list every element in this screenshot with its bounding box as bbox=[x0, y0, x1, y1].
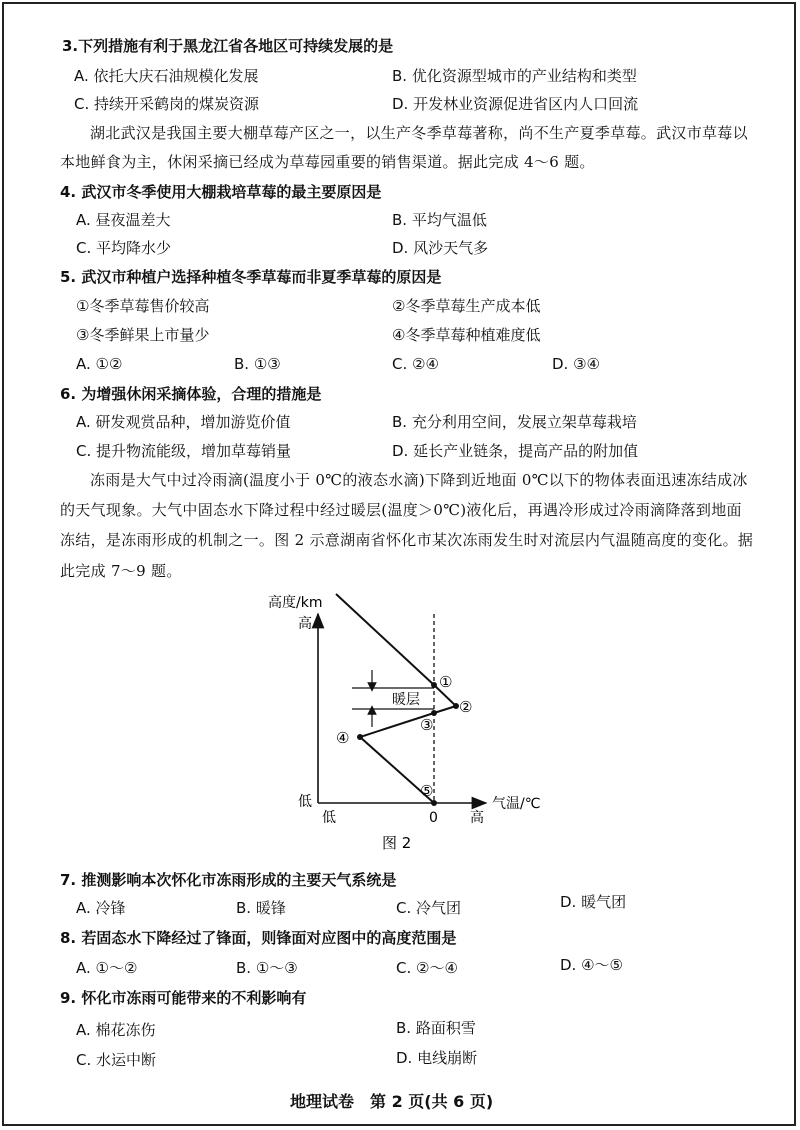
q8-option-d: D. ④～⑤ bbox=[560, 956, 623, 974]
q4-option-c: C. 平均降水少 bbox=[76, 239, 172, 257]
y-low-label: 低 bbox=[298, 794, 312, 810]
q9-option-a: A. 棉花冻伤 bbox=[76, 1021, 156, 1039]
passage2-line2: 的天气现象。大气中固态水下降过程中经过暖层(温度＞0℃)液化后，再遇冷形成过冷雨滴降落到地面 bbox=[60, 501, 742, 519]
figure-caption: 图 2 bbox=[382, 834, 412, 852]
passage2-line1: 冻雨是大气中过冷雨滴(温度小于 0℃的液态水滴)下降到近地面 0℃以下的物体表面迅速冻结成冰 bbox=[90, 471, 748, 489]
passage1-line2: 本地鲜食为主，休闲采摘已经成为草莓园重要的销售渠道。据此完成 4～6 题。 bbox=[60, 153, 595, 171]
q6-stem: 6. 为增强休闲采摘体验，合理的措施是 bbox=[60, 385, 322, 403]
q7-stem: 7. 推测影响本次怀化市冻雨形成的主要天气系统是 bbox=[60, 871, 397, 889]
q6-option-a: A. 研发观赏品种，增加游览价值 bbox=[76, 413, 291, 431]
x-low-label: 低 bbox=[322, 810, 336, 826]
point-1-label: ① bbox=[439, 673, 453, 691]
q3-stem: 3.下列措施有利于黑龙江省各地区可持续发展的是 bbox=[62, 37, 394, 55]
q5-stem: 5. 武汉市种植户选择种植冬季草莓而非夏季草莓的原因是 bbox=[60, 268, 442, 286]
q5-statement-2: ②冬季草莓生产成本低 bbox=[392, 297, 541, 315]
page-footer: 地理试卷 第 2 页(共 6 页) bbox=[290, 1092, 494, 1111]
q7-option-b: B. 暖锋 bbox=[236, 899, 286, 917]
point-5-marker bbox=[431, 800, 437, 806]
q7-option-c: C. 冷气团 bbox=[396, 899, 462, 917]
q4-stem: 4. 武汉市冬季使用大棚栽培草莓的最主要原因是 bbox=[60, 183, 382, 201]
point-4-marker bbox=[357, 734, 363, 740]
q5-option-d: D. ③④ bbox=[552, 355, 600, 373]
q4-option-d: D. 风沙天气多 bbox=[392, 239, 489, 257]
warm-layer-label: 暖层 bbox=[392, 692, 420, 708]
q3-option-b: B. 优化资源型城市的产业结构和类型 bbox=[392, 67, 637, 85]
q8-option-b: B. ①～③ bbox=[236, 959, 298, 977]
q5-option-a: A. ①② bbox=[76, 355, 123, 373]
q6-option-d: D. 延长产业链条，提高产品的附加值 bbox=[392, 442, 639, 460]
q9-option-c: C. 水运中断 bbox=[76, 1051, 157, 1069]
q5-option-c: C. ②④ bbox=[392, 355, 439, 373]
x-zero-label: 0 bbox=[429, 810, 438, 826]
point-2-label: ② bbox=[459, 698, 473, 716]
q8-stem: 8. 若固态水下降经过了锋面，则锋面对应图中的高度范围是 bbox=[60, 929, 457, 947]
q9-stem: 9. 怀化市冻雨可能带来的不利影响有 bbox=[60, 989, 307, 1007]
q3-option-c: C. 持续开采鹤岗的煤炭资源 bbox=[74, 95, 260, 113]
x-high-label: 高 bbox=[470, 810, 484, 826]
q3-option-d: D. 开发林业资源促进省区内人口回流 bbox=[392, 95, 639, 113]
q4-option-b: B. 平均气温低 bbox=[392, 211, 487, 229]
q7-option-d: D. 暖气团 bbox=[560, 893, 627, 911]
q9-option-d: D. 电线崩断 bbox=[396, 1049, 478, 1067]
q5-statement-4: ④冬季草莓种植难度低 bbox=[392, 326, 541, 344]
q5-option-b: B. ①③ bbox=[234, 355, 281, 373]
passage2-line4: 此完成 7～9 题。 bbox=[60, 562, 182, 580]
point-4-label: ④ bbox=[336, 729, 350, 747]
q6-option-c: C. 提升物流能级，增加草莓销量 bbox=[76, 442, 292, 460]
q8-option-a: A. ①～② bbox=[76, 959, 138, 977]
q5-statement-1: ①冬季草莓售价较高 bbox=[76, 297, 210, 315]
passage2-line3: 冻结，是冻雨形成的机制之一。图 2 示意湖南省怀化市某次冻雨发生时对流层内气温随高度的变化。据 bbox=[60, 531, 754, 549]
passage1-line1: 湖北武汉是我国主要大棚草莓产区之一，以生产冬季草莓著称，尚不生产夏季草莓。武汉市草莓以 bbox=[90, 124, 748, 142]
q9-option-b: B. 路面积雪 bbox=[396, 1019, 476, 1037]
x-axis-label: 气温/℃ bbox=[492, 796, 541, 812]
point-1-marker bbox=[431, 682, 437, 688]
point-5-label: ⑤ bbox=[420, 782, 434, 800]
y-axis-label: 高度/km bbox=[268, 595, 323, 611]
q4-option-a: A. 昼夜温差大 bbox=[76, 211, 171, 229]
q5-statement-3: ③冬季鲜果上市量少 bbox=[76, 326, 210, 344]
q8-option-c: C. ②～④ bbox=[396, 959, 458, 977]
y-high-label: 高 bbox=[298, 616, 312, 632]
q3-option-a: A. 依托大庆石油规模化发展 bbox=[74, 67, 259, 85]
q7-option-a: A. 冷锋 bbox=[76, 899, 126, 917]
point-3-label: ③ bbox=[420, 716, 434, 734]
q6-option-b: B. 充分利用空间，发展立架草莓栽培 bbox=[392, 413, 637, 431]
